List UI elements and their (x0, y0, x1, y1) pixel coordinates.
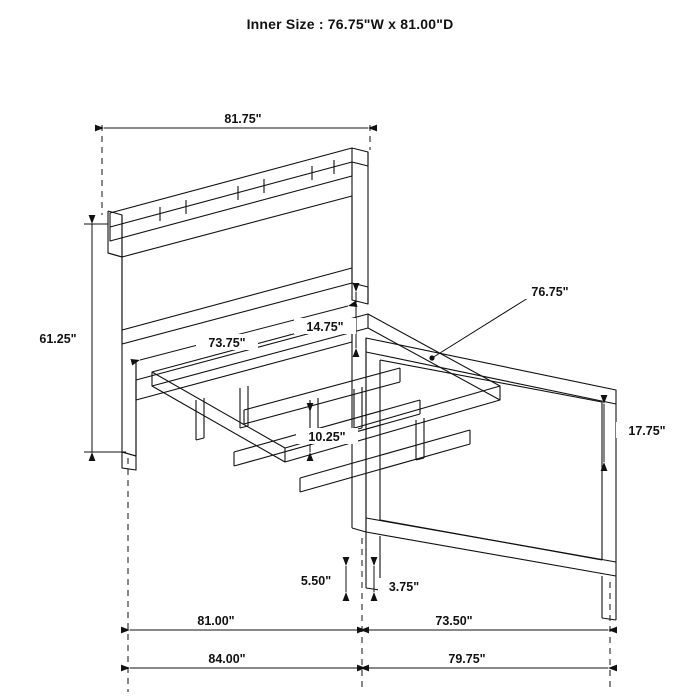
dim-label-right-outer: 79.75" (448, 652, 486, 666)
dimension-lines (84, 125, 610, 692)
dim-label-right-depth: 73.50" (435, 614, 473, 628)
dim-label-left-outer: 84.00" (208, 652, 246, 666)
page-title: Inner Size : 76.75"W x 81.00"D (246, 16, 454, 32)
dim-label-panel-height: 14.75" (306, 320, 344, 334)
dim-label-footboard-height: 17.75" (628, 424, 666, 438)
dimension-labels (28, 110, 678, 666)
dim-label-left-depth: 81.00" (197, 614, 235, 628)
extension-lines (102, 125, 610, 692)
dim-leader-rail-length (432, 298, 528, 358)
dim-label-leg-height: 3.75" (388, 580, 420, 594)
dim-label-overall-height: 61.25" (39, 332, 77, 346)
dim-label-rail-length: 76.75" (531, 285, 569, 299)
dim-label-slat-height: 10.25" (308, 430, 346, 444)
dim-label-headboard-inner: 73.75" (208, 336, 246, 350)
dim-label-foot-clearance: 5.50" (300, 574, 332, 588)
dim-label-top-width: 81.75" (224, 112, 262, 126)
